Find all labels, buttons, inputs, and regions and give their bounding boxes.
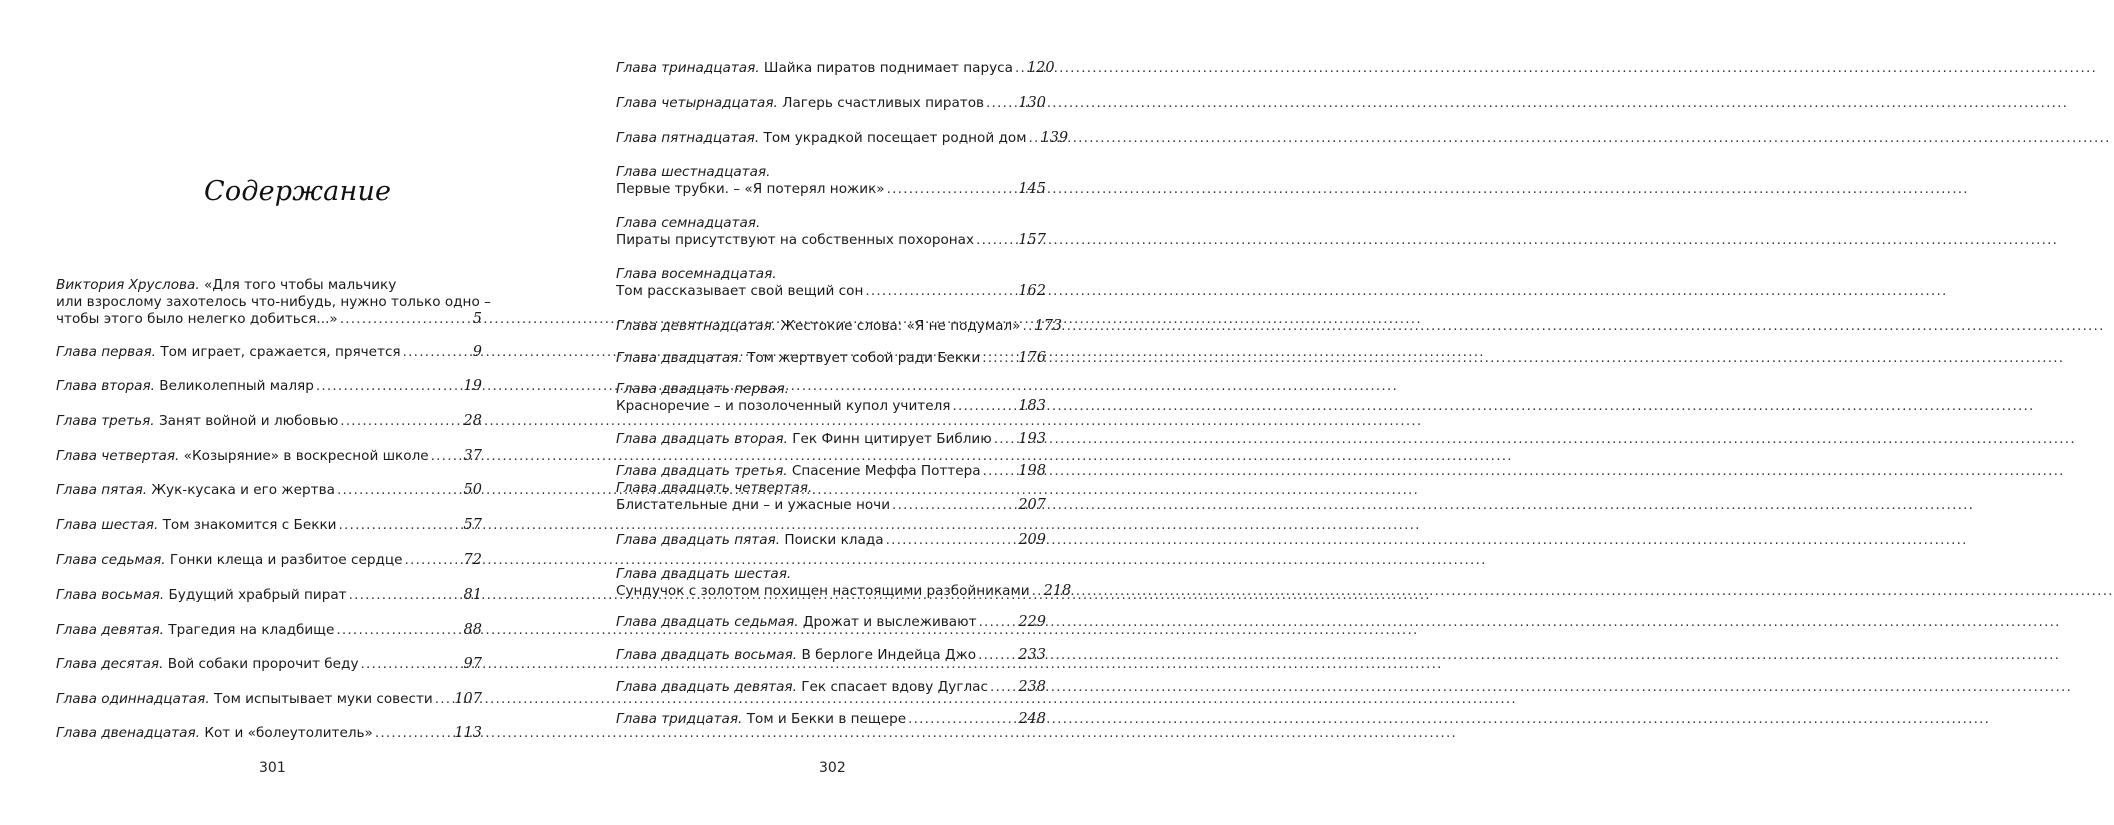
toc-entry [56, 413, 482, 430]
chapter-label: Глава двадцать четвертая. [616, 480, 813, 496]
toc-entry [56, 344, 482, 361]
chapter-label: Глава четвертая. [56, 448, 180, 464]
chapter-page: 28 [463, 413, 482, 429]
toc-entry [56, 552, 482, 569]
leader-dots [978, 614, 1016, 631]
chapter-title: Занят войной и любовью [158, 413, 339, 429]
toc-entry [616, 266, 1046, 300]
leader-dots [1028, 130, 1038, 147]
chapter-page: 57 [463, 517, 482, 533]
leader-dots [886, 532, 1017, 549]
chapter-label: Глава вторая. [56, 378, 155, 394]
chapter-title: Спасение Меффа Поттера [791, 463, 981, 479]
chapter-title: Кот и «болеутолитель» [204, 725, 373, 741]
leader-dots [404, 552, 461, 569]
leader-dots [403, 344, 471, 361]
intro-line2: или взрослому захотелось что-нибудь, нужно только одно – [56, 294, 491, 310]
intro-entry [56, 277, 491, 328]
chapter-page: 207 [1018, 497, 1046, 513]
toc-entry [616, 532, 1046, 549]
chapter-page: 218 [1043, 583, 1072, 599]
leader-dots [990, 679, 1016, 696]
chapter-label: Глава двадцать девятая. [616, 679, 797, 695]
toc-entry [616, 95, 1046, 112]
toc-entry [616, 566, 1072, 600]
chapter-page: 130 [1018, 95, 1046, 111]
leader-dots [1032, 583, 1042, 600]
chapter-label: Глава двадцать третья. [616, 463, 788, 479]
leader-dots [340, 311, 471, 328]
chapter-page: 248 [1018, 711, 1046, 727]
leader-dots [435, 691, 453, 708]
leader-dots [986, 95, 1016, 112]
chapter-label: Глава пятая. [56, 482, 148, 498]
leader-dots [887, 181, 1017, 198]
leader-dots [340, 413, 461, 430]
leader-dots [1022, 318, 1032, 335]
toc-entry [616, 463, 1046, 480]
intro-line1: «Для того чтобы мальчику [204, 277, 397, 293]
leader-dots [892, 497, 1016, 514]
chapter-page: 139 [1040, 130, 1069, 146]
chapter-label: Глава двадцатая. [616, 350, 743, 366]
chapter-page: 81 [463, 587, 482, 603]
toc-entry [616, 318, 1063, 335]
chapter-title: Шайка пиратов поднимает паруса [763, 60, 1013, 76]
toc-entry [56, 517, 482, 534]
chapter-title: Красноречие – и позолоченный купол учителя [616, 398, 951, 414]
chapter-page: 120 [1026, 60, 1055, 76]
chapter-page: 145 [1018, 181, 1046, 197]
chapter-label: Глава одиннадцатая. [56, 691, 210, 707]
toc-entry [56, 448, 482, 465]
chapter-page: 233 [1018, 647, 1046, 663]
toc-entry [616, 381, 1046, 415]
chapter-label: Глава двадцать вторая. [616, 431, 788, 447]
toc-entry [56, 622, 482, 639]
chapter-title: Лагерь счастливых пиратов [782, 95, 985, 111]
leader-dots [349, 587, 462, 604]
toc-entry [56, 656, 482, 673]
chapter-page: 72 [463, 552, 482, 568]
chapter-title: Том играет, сражается, прячется [160, 344, 401, 360]
chapter-page: 238 [1018, 679, 1046, 695]
leader-dots [983, 463, 1017, 480]
leader-dots [337, 482, 462, 499]
leader-dots [431, 448, 462, 465]
chapter-title: Том рассказывает свой вещий сон [616, 283, 864, 299]
chapter-label: Глава двадцать первая. [616, 381, 789, 397]
chapter-label: Глава девятая. [56, 622, 164, 638]
leader-dots [908, 711, 1016, 728]
chapter-title: Том и Бекки в пещере [746, 711, 907, 727]
chapter-label: Глава шестнадцатая. [616, 164, 771, 180]
chapter-page: 176 [1018, 350, 1046, 366]
chapter-page: 198 [1018, 463, 1046, 479]
toc-entry [616, 679, 1046, 696]
chapter-title: Том знакомится с Бекки [162, 517, 337, 533]
chapter-title: Жестокие слова: «Я не подумал» [780, 318, 1021, 334]
leader-dots [952, 398, 1016, 415]
chapter-page: 88 [463, 622, 482, 638]
chapter-label: Глава двадцать седьмая. [616, 614, 799, 630]
toc-entry [56, 725, 482, 742]
chapter-title: Жук-кусака и его жертва [151, 482, 335, 498]
leader-dots [982, 350, 1016, 367]
leader-dots [316, 378, 462, 395]
chapter-page: 193 [1018, 431, 1046, 447]
chapter-page: 162 [1018, 283, 1046, 299]
toc-entry [616, 130, 1069, 147]
chapter-title: Блистательные дни – и ужасные ночи [616, 497, 891, 513]
chapter-page: 173 [1034, 318, 1063, 334]
chapter-title: В берлоге Индейца Джо [801, 647, 977, 663]
leader-dots [1015, 60, 1025, 77]
toc-entry [616, 164, 1046, 198]
toc-entry [616, 60, 1055, 77]
chapter-page: 183 [1018, 398, 1046, 414]
leader-dots [336, 622, 461, 639]
intro-author: Виктория Хруслова. [56, 277, 200, 293]
chapter-page: 113 [454, 725, 482, 741]
chapter-label: Глава четырнадцатая. [616, 95, 778, 111]
chapter-title: Вой собаки пророчит беду [167, 656, 359, 672]
page-number: 301 [259, 760, 286, 776]
chapter-label: Глава десятая. [56, 656, 164, 672]
chapter-label: Глава тринадцатая. [616, 60, 760, 76]
right-page [550, 0, 1100, 825]
chapter-title: Дрожат и выслеживают [802, 614, 977, 630]
chapter-page: 107 [454, 691, 482, 707]
chapter-title: Поиски клада [784, 532, 884, 548]
left-page [0, 0, 550, 825]
intro-line3: чтобы этого было нелегко добиться...» [56, 311, 338, 327]
toc-entry [56, 691, 482, 708]
leader-dots [339, 517, 462, 534]
chapter-page: 97 [463, 656, 482, 672]
chapter-title: Гонки клеща и разбитое сердце [169, 552, 403, 568]
chapter-label: Глава двенадцатая. [56, 725, 200, 741]
chapter-label: Глава восемнадцатая. [616, 266, 777, 282]
chapter-title: Гек Финн цитирует Библию [792, 431, 992, 447]
toc-entry [616, 350, 1046, 367]
leader-dots [361, 656, 462, 673]
leader-dots [976, 232, 1016, 249]
chapter-label: Глава семнадцатая. [616, 215, 761, 231]
chapter-page: 157 [1018, 232, 1046, 248]
chapter-label: Глава пятнадцатая. [616, 130, 760, 146]
chapter-page: 229 [1018, 614, 1046, 630]
chapter-label: Глава двадцать шестая. [616, 566, 792, 582]
toc-entry [616, 647, 1046, 664]
chapter-title: Великолепный маляр [159, 378, 314, 394]
chapter-title: Том украдкой посещает родной дом [763, 130, 1027, 146]
page-number: 302 [819, 760, 846, 776]
toc-entry [616, 480, 1046, 514]
toc-entry [616, 711, 1046, 728]
chapter-label: Глава третья. [56, 413, 155, 429]
toc-entry [616, 215, 1046, 249]
chapter-label: Глава шестая. [56, 517, 159, 533]
chapter-title: Сундучок с золотом похищен настоящими разбойниками [616, 583, 1030, 599]
toc-entry [616, 431, 1046, 448]
chapter-title: Будущий храбрый пират [168, 587, 347, 603]
chapter-label: Глава двадцать восьмая. [616, 647, 798, 663]
leader-dots [994, 431, 1017, 448]
chapter-title: Трагедия на кладбище [168, 622, 335, 638]
chapter-title: Пираты присутствуют на собственных похоронах [616, 232, 975, 248]
chapter-page: 37 [463, 448, 482, 464]
chapter-label: Глава девятнадцатая. [616, 318, 777, 334]
chapter-label: Глава восьмая. [56, 587, 165, 603]
contents-heading: Содержание [204, 176, 392, 207]
toc-entry [56, 587, 482, 604]
intro-page-number: 5 [472, 311, 482, 327]
chapter-label: Глава первая. [56, 344, 156, 360]
leader-dots [375, 725, 452, 742]
chapter-page: 9 [472, 344, 482, 360]
leader-dots [865, 283, 1016, 300]
chapter-label: Глава двадцать пятая. [616, 532, 781, 548]
chapter-title: Том жертвует собой ради Бекки [747, 350, 981, 366]
chapter-label: Глава седьмая. [56, 552, 166, 568]
leader-dots [978, 647, 1016, 664]
chapter-title: Первые трубки. – «Я потерял ножик» [616, 181, 885, 197]
toc-entry [56, 482, 482, 499]
chapter-title: Том испытывает муки совести [213, 691, 433, 707]
chapter-page: 50 [463, 482, 482, 498]
chapter-title: «Козыряние» в воскресной школе [183, 448, 429, 464]
chapter-label: Глава тридцатая. [616, 711, 743, 727]
chapter-page: 19 [463, 378, 482, 394]
toc-entry [56, 378, 482, 395]
toc-entry [616, 614, 1046, 631]
chapter-title: Гек спасает вдову Дуглас [801, 679, 988, 695]
chapter-page: 209 [1018, 532, 1046, 548]
